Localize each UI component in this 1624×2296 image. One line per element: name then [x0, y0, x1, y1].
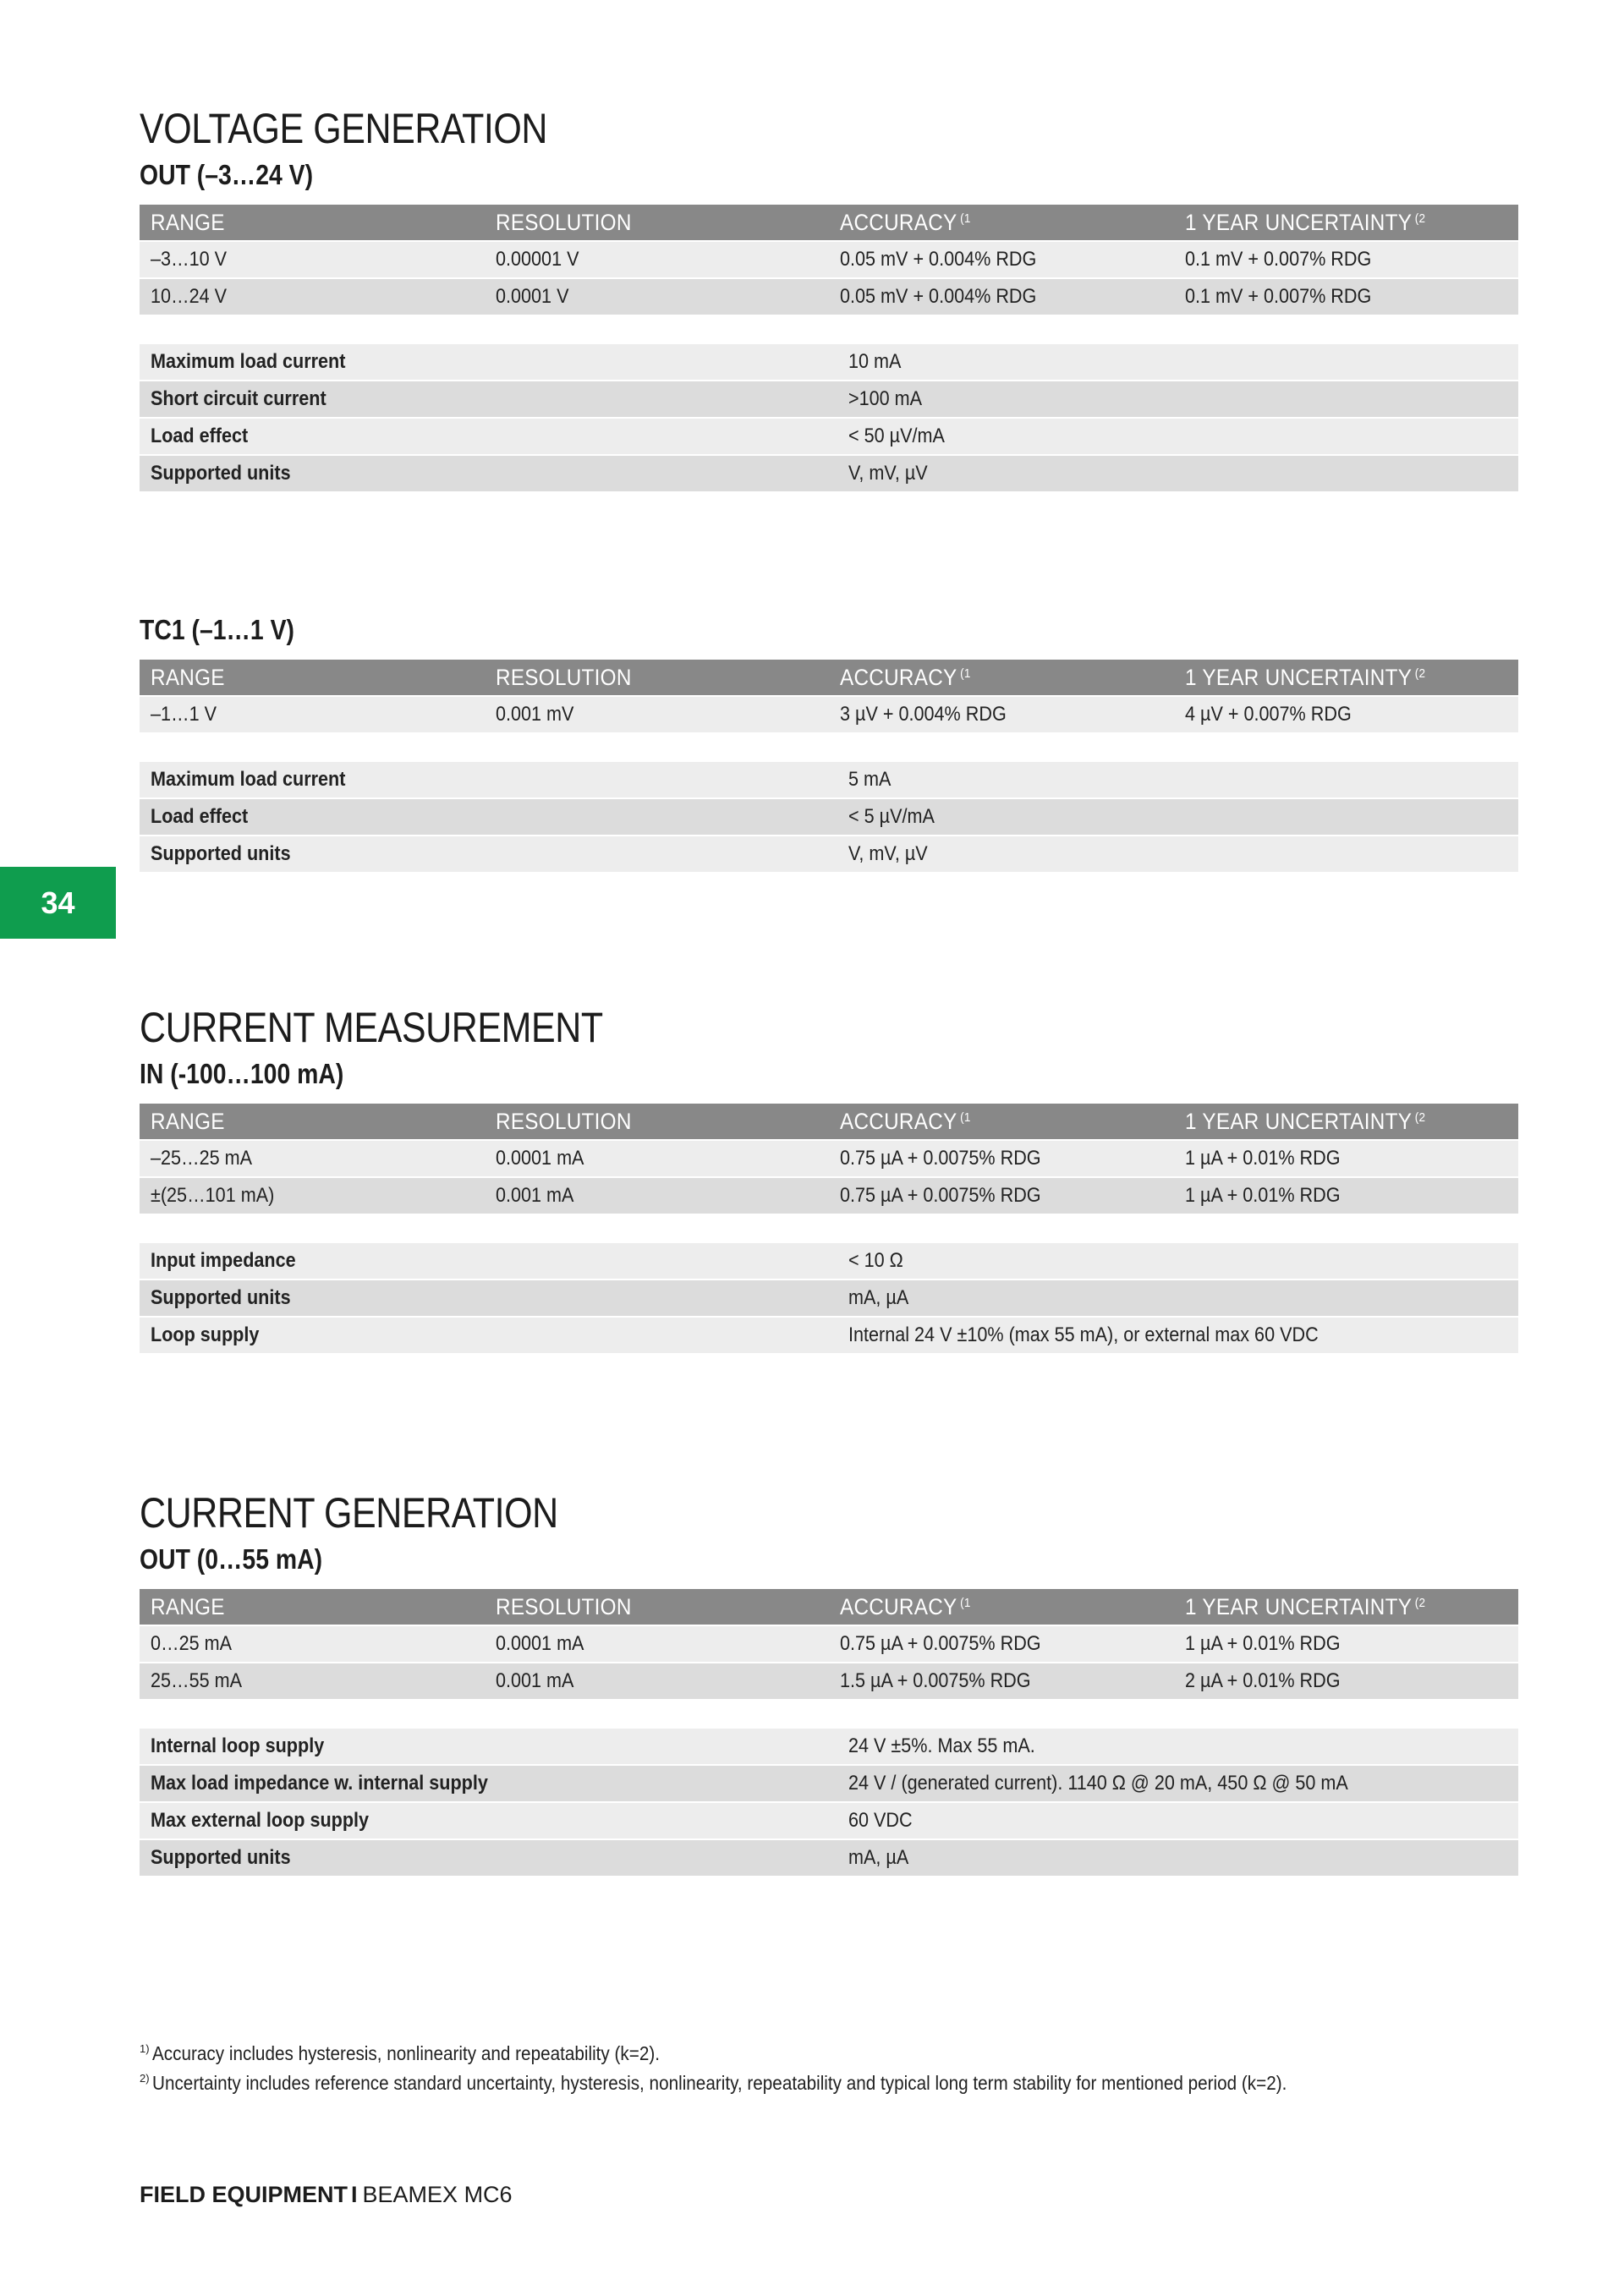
property-label-text: Supported units	[151, 842, 291, 865]
cell-value: 0.001 mA	[495, 1184, 573, 1207]
property-label	[140, 1728, 837, 1765]
cell-value: 2 µA + 0.01% RDG	[1184, 1669, 1341, 1692]
subsection-title: IN (-100…100 mA)	[140, 1058, 344, 1089]
table-row	[140, 241, 1518, 278]
property-label-text: Maximum load current	[151, 768, 346, 791]
property-label-text: Loop supply	[151, 1323, 260, 1346]
column-header-resolution	[485, 205, 830, 241]
cell-value: –25…25 mA	[151, 1147, 253, 1170]
property-label	[140, 1765, 837, 1802]
cell-resolution	[485, 1663, 830, 1699]
column-header-accuracy	[829, 205, 1174, 241]
footnotes	[140, 2036, 1413, 2096]
property-value-text: < 50 µV/mA	[848, 425, 945, 447]
column-header-accuracy	[829, 660, 1174, 696]
footnote-reference: (2	[1414, 1110, 1425, 1125]
section-title: CURRENT GENERATION	[140, 1489, 558, 1537]
property-label	[140, 836, 837, 872]
column-header-label: RANGE	[151, 1108, 225, 1134]
property-label	[140, 418, 837, 455]
cell-uncertainty	[1174, 1177, 1519, 1214]
property-label-text: Internal loop supply	[151, 1734, 325, 1757]
property-value-text: V, mV, µV	[848, 842, 928, 865]
column-header-label: ACCURACY $^{(1}$	[840, 1593, 971, 1619]
property-row	[140, 1839, 1518, 1876]
property-label	[140, 761, 837, 798]
property-row	[140, 836, 1518, 872]
property-row	[140, 455, 1518, 491]
cell-value: –1…1 V	[151, 703, 217, 726]
column-header-label: ACCURACY $^{(1}$	[840, 209, 971, 235]
footnote-reference: (2	[1414, 211, 1425, 226]
spec-table	[140, 1104, 1518, 1214]
footer-category: FIELD EQUIPMENT	[140, 2182, 348, 2207]
column-header-label: ACCURACY $^{(1}$	[840, 664, 971, 690]
column-header-range	[140, 1589, 485, 1625]
page-footer	[140, 2182, 513, 2208]
cell-value: 4 µV + 0.007% RDG	[1184, 703, 1352, 726]
footnote-reference: (1	[960, 666, 971, 681]
cell-value: 1 µA + 0.01% RDG	[1184, 1147, 1341, 1170]
current-generation-section	[140, 1490, 1518, 1876]
property-label	[140, 1317, 837, 1353]
property-label-text: Short circuit current	[151, 387, 326, 410]
property-label-text: Load effect	[151, 805, 249, 828]
property-value-text: mA, µA	[848, 1846, 909, 1869]
property-label-text: Supported units	[151, 1846, 291, 1869]
table-row	[140, 1663, 1518, 1699]
column-header-label: RANGE	[151, 1593, 225, 1619]
column-header-range	[140, 660, 485, 696]
property-value-text: 5 mA	[848, 768, 892, 791]
column-header-label: 1 YEAR UNCERTAINTY $^{(2}$	[1184, 209, 1425, 235]
cell-value: 1.5 µA + 0.0075% RDG	[840, 1669, 1031, 1692]
column-header-label: 1 YEAR UNCERTAINTY $^{(2}$	[1184, 664, 1425, 690]
cell-value: 25…55 mA	[151, 1669, 243, 1692]
property-value-text: < 5 µV/mA	[848, 805, 935, 828]
property-value	[837, 1728, 1518, 1765]
table-row	[140, 1625, 1518, 1663]
footnote-mark: 2)	[140, 2072, 150, 2085]
column-header-uncertainty	[1174, 1589, 1519, 1625]
property-row	[140, 381, 1518, 418]
cell-range	[140, 241, 485, 278]
table-row	[140, 1140, 1518, 1177]
table-row	[140, 696, 1518, 732]
column-header-label: RESOLUTION	[495, 664, 632, 690]
property-label-text: Supported units	[151, 1286, 291, 1309]
property-row	[140, 1242, 1518, 1280]
cell-value: ±(25…101 mA)	[151, 1184, 275, 1207]
property-row	[140, 1765, 1518, 1802]
property-label	[140, 798, 837, 836]
property-value	[837, 418, 1518, 455]
cell-resolution	[485, 1625, 830, 1663]
column-header-accuracy	[829, 1589, 1174, 1625]
property-value	[837, 798, 1518, 836]
column-header-uncertainty	[1174, 1104, 1519, 1140]
properties-table	[140, 1241, 1518, 1353]
cell-accuracy	[829, 1140, 1174, 1177]
property-value	[837, 836, 1518, 872]
column-header-label: ACCURACY $^{(1}$	[840, 1108, 971, 1134]
property-value	[837, 761, 1518, 798]
cell-accuracy	[829, 1177, 1174, 1214]
property-value	[837, 1317, 1518, 1353]
column-header-label: RESOLUTION	[495, 1593, 632, 1619]
cell-value: 1 µA + 0.01% RDG	[1184, 1632, 1341, 1655]
property-label-text: Input impedance	[151, 1249, 296, 1272]
column-header-label: RANGE	[151, 664, 225, 690]
cell-resolution	[485, 1177, 830, 1214]
property-value-text: V, mV, µV	[848, 462, 928, 485]
property-label-text: Load effect	[151, 425, 249, 447]
cell-resolution	[485, 696, 830, 732]
property-label-text: Max load impedance w. internal supply	[151, 1772, 488, 1795]
property-value	[837, 455, 1518, 491]
property-value-text: Internal 24 V ±10% (max 55 mA), or external max 60 VDC	[848, 1323, 1319, 1346]
table-row	[140, 278, 1518, 315]
properties-table	[140, 760, 1518, 872]
cell-value: 0.05 mV + 0.004% RDG	[840, 248, 1037, 271]
footer-separator: I	[351, 2182, 358, 2207]
property-label	[140, 1242, 837, 1280]
property-label-text: Maximum load current	[151, 350, 346, 373]
cell-range	[140, 1140, 485, 1177]
cell-accuracy	[829, 1663, 1174, 1699]
cell-value: 0…25 mA	[151, 1632, 233, 1655]
cell-value: 1 µA + 0.01% RDG	[1184, 1184, 1341, 1207]
column-header-range	[140, 1104, 485, 1140]
cell-range	[140, 696, 485, 732]
cell-value: –3…10 V	[151, 248, 228, 271]
subsection-title: OUT (–3…24 V)	[140, 159, 314, 190]
property-value	[837, 1839, 1518, 1876]
properties-table	[140, 1727, 1518, 1876]
property-value-text: < 10 Ω	[848, 1249, 903, 1272]
property-value-text: >100 mA	[848, 387, 922, 410]
footnote-mark: 1)	[140, 2042, 150, 2055]
column-header-uncertainty	[1174, 660, 1519, 696]
cell-range	[140, 1177, 485, 1214]
cell-value: 0.75 µA + 0.0075% RDG	[840, 1147, 1041, 1170]
section-title: VOLTAGE GENERATION	[140, 105, 548, 152]
column-header-label: 1 YEAR UNCERTAINTY $^{(2}$	[1184, 1593, 1425, 1619]
property-value	[837, 381, 1518, 418]
table-header-row	[140, 660, 1518, 696]
cell-value: 0.1 mV + 0.007% RDG	[1184, 248, 1371, 271]
property-label-text: Max external loop supply	[151, 1809, 370, 1832]
cell-accuracy	[829, 278, 1174, 315]
property-value-text: 24 V ±5%. Max 55 mA.	[848, 1734, 1035, 1757]
column-header-label: RESOLUTION	[495, 209, 632, 235]
property-label	[140, 1802, 837, 1839]
cell-value: 3 µV + 0.004% RDG	[840, 703, 1007, 726]
column-header-label: RESOLUTION	[495, 1108, 632, 1134]
property-value	[837, 1802, 1518, 1839]
property-value	[837, 1280, 1518, 1317]
footnote-1	[140, 2036, 1413, 2066]
spec-table	[140, 660, 1518, 732]
property-value-text: 24 V / (generated current). 1140 Ω @ 20 mA, 450 Ω @ 50 mA	[848, 1772, 1348, 1795]
footnote-reference: (1	[960, 1595, 971, 1610]
footnote-text: Accuracy includes hysteresis, nonlinearity and repeatability (k=2).	[151, 2042, 660, 2064]
cell-value: 0.00001 V	[495, 248, 579, 271]
cell-resolution	[485, 278, 830, 315]
column-header-resolution	[485, 660, 830, 696]
property-row	[140, 1728, 1518, 1765]
column-header-resolution	[485, 1589, 830, 1625]
footnote-text: Uncertainty includes reference standard uncertainty, hysteresis, nonlinearity, repeatability and typical long term stability for mentioned period (k=2).	[151, 2072, 1287, 2094]
cell-accuracy	[829, 1625, 1174, 1663]
property-row	[140, 798, 1518, 836]
spec-table	[140, 1589, 1518, 1699]
footnote-reference: (2	[1414, 1595, 1425, 1610]
property-label	[140, 1280, 837, 1317]
property-label	[140, 1839, 837, 1876]
column-header-label: RANGE	[151, 209, 225, 235]
property-value	[837, 343, 1518, 381]
spec-table	[140, 205, 1518, 315]
cell-value: 0.0001 mA	[495, 1147, 584, 1170]
table-header-row	[140, 1589, 1518, 1625]
properties-table	[140, 342, 1518, 491]
cell-value: 0.0001 mA	[495, 1632, 584, 1655]
table-row	[140, 1177, 1518, 1214]
voltage-generation-section	[140, 106, 1518, 491]
table-header-row	[140, 1104, 1518, 1140]
property-label	[140, 455, 837, 491]
current-measurement-section	[140, 1005, 1518, 1353]
table-header-row	[140, 205, 1518, 241]
section-title: CURRENT MEASUREMENT	[140, 1004, 603, 1051]
cell-value: 0.1 mV + 0.007% RDG	[1184, 285, 1371, 308]
property-label	[140, 343, 837, 381]
footnote-reference: (1	[960, 1110, 971, 1125]
property-row	[140, 343, 1518, 381]
subsection-title: TC1 (–1…1 V)	[140, 614, 294, 645]
cell-accuracy	[829, 241, 1174, 278]
column-header-range	[140, 205, 485, 241]
cell-uncertainty	[1174, 696, 1519, 732]
cell-range	[140, 1663, 485, 1699]
property-row	[140, 1802, 1518, 1839]
column-header-accuracy	[829, 1104, 1174, 1140]
property-row	[140, 418, 1518, 455]
cell-value: 0.0001 V	[495, 285, 568, 308]
cell-uncertainty	[1174, 241, 1519, 278]
property-value-text: 10 mA	[848, 350, 902, 373]
cell-resolution	[485, 1140, 830, 1177]
footnote-2	[140, 2066, 1413, 2096]
subsection-title: OUT (0…55 mA)	[140, 1543, 323, 1575]
cell-value: 0.05 mV + 0.004% RDG	[840, 285, 1037, 308]
cell-value: 0.75 µA + 0.0075% RDG	[840, 1632, 1041, 1655]
footnote-reference: (1	[960, 211, 971, 226]
footer-product: BEAMEX MC6	[362, 2182, 513, 2207]
footnote-reference: (2	[1414, 666, 1425, 681]
cell-uncertainty	[1174, 278, 1519, 315]
cell-range	[140, 278, 485, 315]
cell-range	[140, 1625, 485, 1663]
cell-uncertainty	[1174, 1140, 1519, 1177]
tc1-section	[140, 613, 1518, 872]
cell-value: 10…24 V	[151, 285, 228, 308]
property-value-text: mA, µA	[848, 1286, 909, 1309]
property-label-text: Supported units	[151, 462, 291, 485]
property-value-text: 60 VDC	[848, 1809, 913, 1832]
cell-value: 0.75 µA + 0.0075% RDG	[840, 1184, 1041, 1207]
page-number-tab: 34	[0, 867, 116, 939]
column-header-resolution	[485, 1104, 830, 1140]
property-row	[140, 1317, 1518, 1353]
cell-uncertainty	[1174, 1663, 1519, 1699]
property-row	[140, 761, 1518, 798]
cell-value: 0.001 mA	[495, 1669, 573, 1692]
cell-resolution	[485, 241, 830, 278]
column-header-label: 1 YEAR UNCERTAINTY $^{(2}$	[1184, 1108, 1425, 1134]
cell-value: 0.001 mV	[495, 703, 573, 726]
cell-accuracy	[829, 696, 1174, 732]
property-value	[837, 1242, 1518, 1280]
property-value	[837, 1765, 1518, 1802]
column-header-uncertainty	[1174, 205, 1519, 241]
cell-uncertainty	[1174, 1625, 1519, 1663]
property-label	[140, 381, 837, 418]
property-row	[140, 1280, 1518, 1317]
